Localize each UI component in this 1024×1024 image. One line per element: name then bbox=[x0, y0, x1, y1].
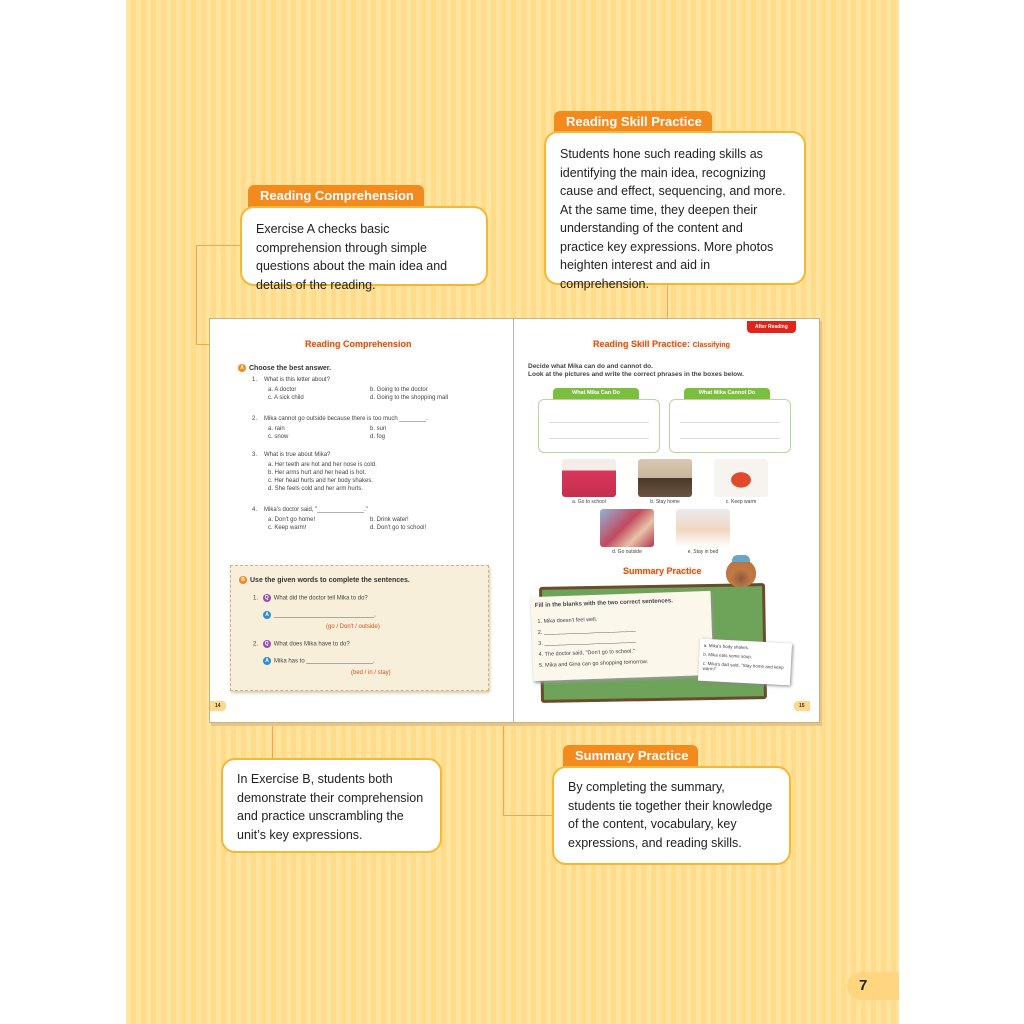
answer-option[interactable]: b. sun bbox=[370, 426, 387, 432]
left-page-number: 14 bbox=[210, 701, 226, 711]
answer-badge: A bbox=[263, 611, 271, 619]
right-page-title: Reading Skill Practice: Classifying bbox=[593, 339, 730, 349]
answer-option[interactable]: a. Her teeth are hot and her nose is cold. bbox=[268, 462, 377, 468]
summary-title: Summary Practice bbox=[623, 566, 702, 576]
picture-item: b. Stay home bbox=[638, 459, 692, 505]
dog-illustration bbox=[726, 559, 756, 587]
answer-option[interactable]: d. Don't go to school! bbox=[370, 525, 427, 531]
callout-text: In Exercise B, students both demonstrate their comprehension and practice unscrambling the unit’s key expressions. bbox=[237, 772, 424, 842]
exercise-b-instruction: B Use the given words to complete the sentences. bbox=[239, 576, 410, 584]
answer-option[interactable]: a. Don't go home! bbox=[268, 517, 316, 523]
summary-option: c. Mika's dad said, "Stay home and keep warm!" bbox=[702, 660, 784, 672]
summary-line[interactable]: 3. ______________________________ bbox=[538, 637, 637, 647]
summary-instruction: Fill in the blanks with the two correct sentences. bbox=[534, 598, 673, 610]
summary-line[interactable]: 2. ______________________________ bbox=[537, 626, 636, 636]
question-text: Mika's doctor said, "______________." bbox=[264, 507, 368, 513]
question-text: What is this letter about? bbox=[264, 377, 331, 383]
picture-item: a. Go to school bbox=[562, 459, 616, 505]
question-text: What is true about Mika? bbox=[264, 452, 331, 458]
page-number-tab bbox=[847, 972, 899, 1000]
question: 2. bbox=[252, 416, 258, 422]
page-number: 7 bbox=[859, 977, 868, 994]
can-do-box[interactable] bbox=[538, 390, 660, 453]
gutter-divider bbox=[513, 319, 514, 722]
exercise-b-item: 1. Q What did the doctor tell Mika to do? bbox=[253, 595, 368, 602]
picture-item: c. Keep warm bbox=[714, 459, 768, 505]
connector-line bbox=[196, 245, 197, 345]
book-spread bbox=[209, 318, 820, 723]
right-instruction-1: Decide what Mika can do and cannot do. bbox=[528, 363, 653, 370]
picture-item: e. Stay in bed bbox=[676, 509, 730, 555]
callout-summary bbox=[552, 766, 791, 865]
question-badge: Q bbox=[263, 640, 271, 648]
photo-go-outside bbox=[600, 509, 654, 547]
answer-option[interactable]: c. Her head hurts and her body shakes. bbox=[268, 478, 374, 484]
callout-tag-reading-skill: Reading Skill Practice bbox=[554, 111, 712, 133]
callout-text: Exercise A checks basic comprehension through simple questions about the main idea and details of the reading. bbox=[256, 222, 448, 292]
answer-option[interactable]: c. snow bbox=[268, 434, 289, 440]
write-line bbox=[549, 438, 649, 439]
callout-reading-comprehension bbox=[240, 206, 488, 292]
word-hint: (go / Don't / outside) bbox=[326, 624, 380, 630]
word-hint: (bed / in / stay) bbox=[351, 670, 391, 676]
photo-girl-school bbox=[562, 459, 616, 497]
question-badge: Q bbox=[263, 594, 271, 602]
cannot-do-header: What Mika Cannot Do bbox=[684, 388, 770, 399]
exercise-b-item: 2. Q What does Mika have to do? bbox=[253, 641, 350, 648]
answer-option[interactable]: b. Going to the doctor bbox=[370, 387, 428, 393]
picture-item: d. Go outside bbox=[600, 509, 654, 555]
summary-option: b. Mika eats some soup. bbox=[703, 651, 753, 660]
dog-hat bbox=[732, 555, 750, 562]
connector-line bbox=[503, 815, 553, 816]
callout-exercise-b bbox=[221, 758, 442, 853]
photo-keep-warm bbox=[714, 459, 768, 497]
left-page-title: Reading Comprehension bbox=[305, 339, 412, 349]
exercise-a-badge: A bbox=[238, 364, 246, 372]
after-reading-tab: After Reading bbox=[747, 321, 796, 333]
right-page-number: 15 bbox=[794, 701, 810, 711]
question: 1. bbox=[252, 377, 258, 383]
photo-stay-home bbox=[638, 459, 692, 497]
exercise-a-instruction: A Choose the best answer. bbox=[238, 364, 331, 372]
summary-line: 4. The doctor said, "Don't go to school." bbox=[538, 648, 635, 658]
answer-option[interactable]: d. She feels cold and her arm hurts. bbox=[268, 486, 364, 492]
write-line bbox=[549, 422, 649, 423]
summary-line: 1. Mika doesn't feel well. bbox=[537, 616, 598, 625]
callout-text: By completing the summary, students tie together their knowledge of the content, vocabulary, key expressions, and reading skills. bbox=[568, 780, 773, 850]
answer-option[interactable]: a. rain bbox=[268, 426, 285, 432]
answer-option[interactable]: b. Her arms hurt and her head is hot. bbox=[268, 470, 367, 476]
callout-tag-reading-comprehension: Reading Comprehension bbox=[248, 185, 424, 207]
answer-line[interactable]: A Mika has to ____________________. bbox=[263, 657, 375, 665]
answer-line[interactable]: A ______________________________. bbox=[263, 611, 376, 619]
exercise-b-panel bbox=[230, 565, 489, 691]
question: 3. bbox=[252, 452, 258, 458]
answer-option[interactable]: c. A sick child bbox=[268, 395, 304, 401]
summary-paper bbox=[531, 591, 714, 681]
answer-option[interactable]: d. Going to the shopping mall bbox=[370, 395, 449, 401]
callout-text: Students hone such reading skills as identifying the main idea, recognizing cause and effect, sequencing, and more. At the same time, they deepen their understanding of the content and practice key expressions. More photos heighten interest and aid in comprehension. bbox=[560, 147, 786, 291]
right-instruction-2: Look at the pictures and write the correct phrases in the boxes below. bbox=[528, 371, 744, 378]
summary-option: a. Mika's body shakes. bbox=[703, 642, 750, 651]
can-do-header: What Mika Can Do bbox=[553, 388, 639, 399]
write-line bbox=[680, 438, 780, 439]
exercise-b-badge: B bbox=[239, 576, 247, 584]
write-line bbox=[680, 422, 780, 423]
callout-tag-summary: Summary Practice bbox=[563, 745, 698, 767]
answer-option[interactable]: c. Keep warm! bbox=[268, 525, 307, 531]
callout-reading-skill bbox=[544, 131, 806, 291]
question: 4. bbox=[252, 507, 258, 513]
answer-option[interactable]: b. Drink water! bbox=[370, 517, 409, 523]
answer-option[interactable]: a. A doctor bbox=[268, 387, 297, 393]
answer-option[interactable]: d. fog bbox=[370, 434, 386, 440]
summary-options-card bbox=[698, 639, 792, 686]
summary-line: 5. Mika and Gina can go shopping tomorrow. bbox=[538, 659, 649, 669]
question-text: Mika cannot go outside because there is too much ________. bbox=[264, 416, 428, 422]
answer-badge: A bbox=[263, 657, 271, 665]
cannot-do-box[interactable] bbox=[669, 390, 791, 453]
connector-line bbox=[196, 245, 240, 246]
photo-stay-in-bed bbox=[676, 509, 730, 547]
